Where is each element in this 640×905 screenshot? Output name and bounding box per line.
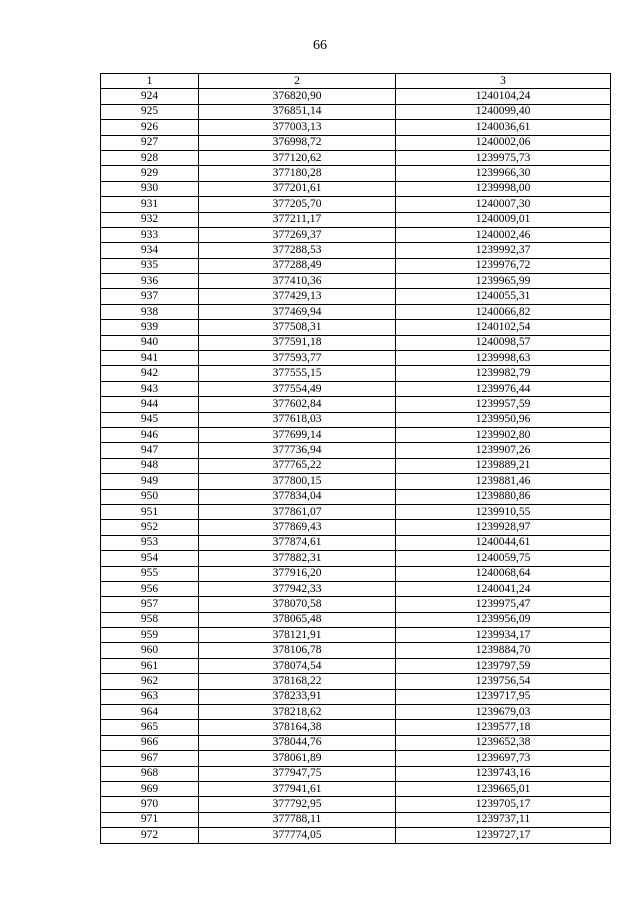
point-number-cell: 947 (101, 443, 199, 458)
x-coordinate-cell: 378070,58 (199, 597, 396, 612)
table-row (101, 674, 611, 689)
point-number-cell: 968 (101, 766, 199, 781)
point-number-cell: 944 (101, 397, 199, 412)
x-coordinate-cell: 378233,91 (199, 689, 396, 704)
x-coordinate-cell: 377508,31 (199, 320, 396, 335)
y-coordinate-cell: 1239992,37 (396, 243, 611, 258)
table-row (101, 104, 611, 119)
x-coordinate-cell: 377003,13 (199, 120, 396, 135)
y-coordinate-cell: 1240066,82 (396, 304, 611, 319)
point-number-cell: 964 (101, 705, 199, 720)
x-coordinate-cell: 377869,43 (199, 520, 396, 535)
point-number-cell: 943 (101, 381, 199, 396)
point-number-cell: 924 (101, 89, 199, 104)
point-number-cell: 942 (101, 366, 199, 381)
y-coordinate-cell: 1239998,00 (396, 181, 611, 196)
y-coordinate-cell: 1239976,44 (396, 381, 611, 396)
point-number-cell: 941 (101, 351, 199, 366)
table-row (101, 520, 611, 535)
x-coordinate-cell: 377201,61 (199, 181, 396, 196)
point-number-cell: 961 (101, 658, 199, 673)
table-row (101, 689, 611, 704)
x-coordinate-cell: 377916,20 (199, 566, 396, 581)
point-number-cell: 949 (101, 474, 199, 489)
y-coordinate-cell: 1239934,17 (396, 628, 611, 643)
table-row (101, 427, 611, 442)
table-row (101, 274, 611, 289)
y-coordinate-cell: 1240055,31 (396, 289, 611, 304)
table-row (101, 551, 611, 566)
x-coordinate-cell: 376851,14 (199, 104, 396, 119)
x-coordinate-cell: 376998,72 (199, 135, 396, 150)
y-coordinate-cell: 1239697,73 (396, 751, 611, 766)
x-coordinate-cell: 377469,94 (199, 304, 396, 319)
point-number-cell: 935 (101, 258, 199, 273)
y-coordinate-cell: 1239737,11 (396, 812, 611, 827)
x-coordinate-cell: 377288,49 (199, 258, 396, 273)
y-coordinate-cell: 1239956,09 (396, 612, 611, 627)
table-row (101, 720, 611, 735)
y-coordinate-cell: 1239665,01 (396, 781, 611, 796)
y-coordinate-cell: 1240041,24 (396, 581, 611, 596)
y-coordinate-cell: 1239976,72 (396, 258, 611, 273)
x-coordinate-cell: 378106,78 (199, 643, 396, 658)
table-row (101, 150, 611, 165)
x-coordinate-cell: 378044,76 (199, 735, 396, 750)
y-coordinate-cell: 1239884,70 (396, 643, 611, 658)
point-number-cell: 957 (101, 597, 199, 612)
x-coordinate-cell: 377593,77 (199, 351, 396, 366)
table-row (101, 212, 611, 227)
table-row (101, 658, 611, 673)
y-coordinate-cell: 1240002,46 (396, 227, 611, 242)
table-row (101, 120, 611, 135)
x-coordinate-cell: 377555,15 (199, 366, 396, 381)
point-number-cell: 926 (101, 120, 199, 135)
y-coordinate-cell: 1239975,47 (396, 597, 611, 612)
y-coordinate-cell: 1240102,54 (396, 320, 611, 335)
x-coordinate-cell: 378164,38 (199, 720, 396, 735)
y-coordinate-cell: 1240104,24 (396, 89, 611, 104)
x-coordinate-cell: 377554,49 (199, 381, 396, 396)
table-row (101, 289, 611, 304)
y-coordinate-cell: 1239910,55 (396, 504, 611, 519)
table-row (101, 535, 611, 550)
point-number-cell: 939 (101, 320, 199, 335)
table-row (101, 597, 611, 612)
table-row (101, 304, 611, 319)
point-number-cell: 931 (101, 197, 199, 212)
y-coordinate-cell: 1239880,86 (396, 489, 611, 504)
table-row (101, 566, 611, 581)
point-number-cell: 971 (101, 812, 199, 827)
x-coordinate-cell: 377788,11 (199, 812, 396, 827)
y-coordinate-cell: 1239577,18 (396, 720, 611, 735)
x-coordinate-cell: 377211,17 (199, 212, 396, 227)
y-coordinate-cell: 1239902,80 (396, 427, 611, 442)
table-row (101, 89, 611, 104)
table-row (101, 197, 611, 212)
table-row (101, 751, 611, 766)
table-row (101, 458, 611, 473)
x-coordinate-cell: 377792,95 (199, 797, 396, 812)
table-row (101, 166, 611, 181)
y-coordinate-cell: 1239982,79 (396, 366, 611, 381)
x-coordinate-cell: 377591,18 (199, 335, 396, 350)
y-coordinate-cell: 1239928,97 (396, 520, 611, 535)
table-row (101, 797, 611, 812)
y-coordinate-cell: 1239998,63 (396, 351, 611, 366)
x-coordinate-cell: 377429,13 (199, 289, 396, 304)
y-coordinate-cell: 1239907,26 (396, 443, 611, 458)
y-coordinate-cell: 1240036,61 (396, 120, 611, 135)
column-header-2: 2 (199, 74, 396, 89)
table-row (101, 381, 611, 396)
table-row (101, 735, 611, 750)
x-coordinate-cell: 377602,84 (199, 397, 396, 412)
y-coordinate-cell: 1239950,96 (396, 412, 611, 427)
y-coordinate-cell: 1239975,73 (396, 150, 611, 165)
table-row (101, 643, 611, 658)
point-number-cell: 930 (101, 181, 199, 196)
point-number-cell: 934 (101, 243, 199, 258)
x-coordinate-cell: 377947,75 (199, 766, 396, 781)
point-number-cell: 927 (101, 135, 199, 150)
y-coordinate-cell: 1239727,17 (396, 828, 611, 843)
y-coordinate-cell: 1239965,99 (396, 274, 611, 289)
x-coordinate-cell: 378121,91 (199, 628, 396, 643)
table-row (101, 781, 611, 796)
point-number-cell: 959 (101, 628, 199, 643)
coordinates-table (100, 73, 611, 844)
point-number-cell: 958 (101, 612, 199, 627)
point-number-cell: 966 (101, 735, 199, 750)
x-coordinate-cell: 377765,22 (199, 458, 396, 473)
x-coordinate-cell: 377874,61 (199, 535, 396, 550)
point-number-cell: 956 (101, 581, 199, 596)
y-coordinate-cell: 1239652,38 (396, 735, 611, 750)
x-coordinate-cell: 377774,05 (199, 828, 396, 843)
x-coordinate-cell: 377180,28 (199, 166, 396, 181)
point-number-cell: 940 (101, 335, 199, 350)
point-number-cell: 929 (101, 166, 199, 181)
y-coordinate-cell: 1240044,61 (396, 535, 611, 550)
table-row (101, 812, 611, 827)
point-number-cell: 953 (101, 535, 199, 550)
table-row (101, 320, 611, 335)
table-row (101, 628, 611, 643)
x-coordinate-cell: 378065,48 (199, 612, 396, 627)
table-header (101, 74, 611, 89)
point-number-cell: 933 (101, 227, 199, 242)
y-coordinate-cell: 1239705,17 (396, 797, 611, 812)
x-coordinate-cell: 377410,36 (199, 274, 396, 289)
x-coordinate-cell: 377269,37 (199, 227, 396, 242)
y-coordinate-cell: 1239756,54 (396, 674, 611, 689)
point-number-cell: 970 (101, 797, 199, 812)
point-number-cell: 963 (101, 689, 199, 704)
x-coordinate-cell: 377736,94 (199, 443, 396, 458)
table-row (101, 258, 611, 273)
x-coordinate-cell: 377800,15 (199, 474, 396, 489)
column-header-1: 1 (101, 74, 199, 89)
y-coordinate-cell: 1239881,46 (396, 474, 611, 489)
y-coordinate-cell: 1239717,95 (396, 689, 611, 704)
table-row (101, 612, 611, 627)
table-row (101, 504, 611, 519)
point-number-cell: 967 (101, 751, 199, 766)
x-coordinate-cell: 376820,90 (199, 89, 396, 104)
x-coordinate-cell: 377120,62 (199, 150, 396, 165)
point-number-cell: 960 (101, 643, 199, 658)
x-coordinate-cell: 378168,22 (199, 674, 396, 689)
x-coordinate-cell: 377861,07 (199, 504, 396, 519)
point-number-cell: 952 (101, 520, 199, 535)
point-number-cell: 955 (101, 566, 199, 581)
x-coordinate-cell: 378218,62 (199, 705, 396, 720)
point-number-cell: 948 (101, 458, 199, 473)
y-coordinate-cell: 1239966,30 (396, 166, 611, 181)
point-number-cell: 965 (101, 720, 199, 735)
point-number-cell: 938 (101, 304, 199, 319)
y-coordinate-cell: 1239957,59 (396, 397, 611, 412)
table-row (101, 351, 611, 366)
x-coordinate-cell: 377618,03 (199, 412, 396, 427)
x-coordinate-cell: 378061,89 (199, 751, 396, 766)
y-coordinate-cell: 1240098,57 (396, 335, 611, 350)
table-row (101, 397, 611, 412)
x-coordinate-cell: 377288,53 (199, 243, 396, 258)
point-number-cell: 936 (101, 274, 199, 289)
point-number-cell: 951 (101, 504, 199, 519)
point-number-cell: 945 (101, 412, 199, 427)
table-row (101, 489, 611, 504)
column-header-3: 3 (396, 74, 611, 89)
y-coordinate-cell: 1239743,16 (396, 766, 611, 781)
y-coordinate-cell: 1239889,21 (396, 458, 611, 473)
y-coordinate-cell: 1240059,75 (396, 551, 611, 566)
table-body (101, 89, 611, 843)
y-coordinate-cell: 1240009,01 (396, 212, 611, 227)
header-row (101, 74, 611, 89)
point-number-cell: 962 (101, 674, 199, 689)
x-coordinate-cell: 377834,04 (199, 489, 396, 504)
point-number-cell: 928 (101, 150, 199, 165)
y-coordinate-cell: 1240099,40 (396, 104, 611, 119)
page-number: 66 (313, 38, 327, 53)
table-row (101, 581, 611, 596)
table-row (101, 412, 611, 427)
table-row (101, 474, 611, 489)
point-number-cell: 950 (101, 489, 199, 504)
table-row (101, 335, 611, 350)
y-coordinate-cell: 1240002,06 (396, 135, 611, 150)
point-number-cell: 972 (101, 828, 199, 843)
table-row (101, 366, 611, 381)
table-row (101, 828, 611, 843)
table-row (101, 181, 611, 196)
x-coordinate-cell: 377941,61 (199, 781, 396, 796)
x-coordinate-cell: 377699,14 (199, 427, 396, 442)
table-row (101, 443, 611, 458)
y-coordinate-cell: 1239797,59 (396, 658, 611, 673)
y-coordinate-cell: 1239679,03 (396, 705, 611, 720)
point-number-cell: 969 (101, 781, 199, 796)
table-row (101, 135, 611, 150)
y-coordinate-cell: 1240007,30 (396, 197, 611, 212)
y-coordinate-cell: 1240068,64 (396, 566, 611, 581)
point-number-cell: 932 (101, 212, 199, 227)
table-row (101, 705, 611, 720)
table-row (101, 243, 611, 258)
x-coordinate-cell: 378074,54 (199, 658, 396, 673)
point-number-cell: 946 (101, 427, 199, 442)
x-coordinate-cell: 377205,70 (199, 197, 396, 212)
x-coordinate-cell: 377942,33 (199, 581, 396, 596)
table-row (101, 766, 611, 781)
table-row (101, 227, 611, 242)
x-coordinate-cell: 377882,31 (199, 551, 396, 566)
point-number-cell: 954 (101, 551, 199, 566)
point-number-cell: 937 (101, 289, 199, 304)
point-number-cell: 925 (101, 104, 199, 119)
